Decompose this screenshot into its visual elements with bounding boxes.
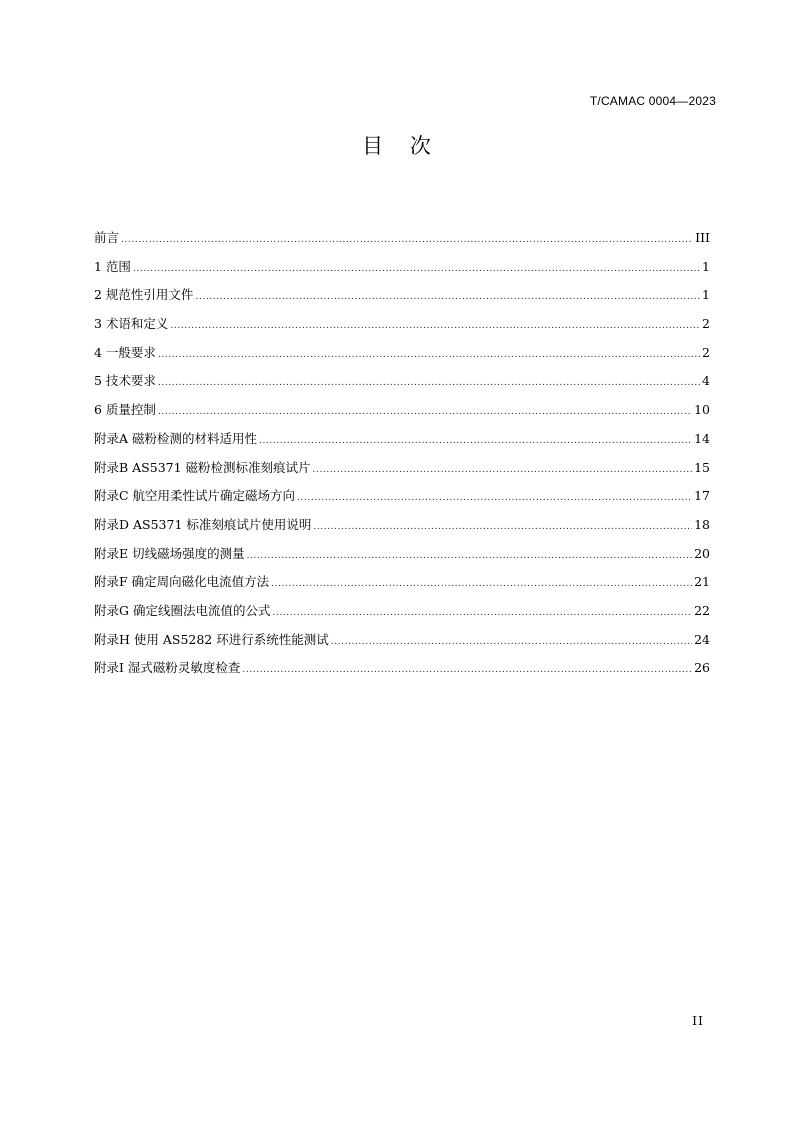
toc-entry-page: 17	[694, 488, 710, 504]
toc-leader-dots	[259, 427, 692, 456]
toc-leader-dots	[121, 226, 693, 255]
toc-leader-dots	[247, 542, 692, 571]
toc-entry[interactable]	[94, 281, 710, 310]
toc-entry-page: 10	[694, 402, 710, 418]
toc-entry-page: 14	[694, 430, 710, 446]
toc-entry-page: 4	[702, 373, 710, 389]
toc-entry-page: 18	[694, 516, 710, 532]
toc-entry-page: 1	[702, 287, 710, 303]
toc-entry-page: III	[695, 230, 710, 245]
toc-entry-label: 附录E 切线磁场强度的测量	[94, 545, 245, 561]
toc-entry-label: 1 范围	[94, 258, 131, 274]
page-number: II	[692, 1013, 704, 1028]
page-title: 目 次	[362, 134, 431, 158]
toc-entry[interactable]	[94, 310, 710, 339]
toc-entry-label: 6 质量控制	[94, 402, 156, 418]
toc-entry-page: 20	[694, 545, 710, 561]
toc-entry-label: 4 一般要求	[94, 344, 156, 360]
toc-entry[interactable]	[94, 425, 710, 454]
toc-entry[interactable]	[94, 511, 710, 540]
toc-entry[interactable]	[94, 224, 710, 253]
toc-entry-label: 附录C 航空用柔性试片确定磁场方向	[94, 488, 296, 504]
toc-leader-dots	[195, 283, 700, 312]
toc-entry-page: 26	[694, 660, 710, 676]
toc-leader-dots	[170, 312, 700, 341]
toc-leader-dots	[158, 369, 700, 398]
toc-leader-dots	[133, 255, 700, 284]
toc-entry[interactable]	[94, 253, 710, 282]
toc-entry-page: 2	[702, 344, 710, 360]
toc-entry[interactable]	[94, 568, 710, 597]
toc-entry-page: 22	[694, 602, 710, 618]
toc-entry[interactable]	[94, 540, 710, 569]
toc-entry-label: 附录H 使用 AS5282 环进行系统性能测试	[94, 631, 329, 647]
toc-entry-label: 附录I 湿式磁粉灵敏度检查	[94, 660, 241, 676]
toc-entry-page: 2	[702, 316, 710, 332]
toc-entry-label: 附录G 确定线圈法电流值的公式	[94, 602, 271, 618]
toc-entry[interactable]	[94, 597, 710, 626]
toc-entry[interactable]	[94, 367, 710, 396]
toc-leader-dots	[242, 656, 692, 685]
toc-leader-dots	[313, 456, 693, 485]
toc-entry[interactable]	[94, 482, 710, 511]
toc-entry-label: 附录A 磁粉检测的材料适用性	[94, 430, 258, 446]
table-of-contents	[94, 224, 710, 683]
toc-leader-dots	[158, 341, 700, 370]
toc-entry[interactable]	[94, 396, 710, 425]
toc-leader-dots	[331, 628, 692, 657]
toc-entry-page: 21	[694, 574, 710, 590]
toc-leader-dots	[271, 570, 692, 599]
toc-entry-label: 前言	[94, 230, 120, 245]
toc-leader-dots	[158, 398, 692, 427]
toc-entry-label: 5 技术要求	[94, 373, 156, 389]
toc-entry-label: 2 规范性引用文件	[94, 287, 194, 303]
toc-leader-dots	[297, 484, 692, 513]
toc-entry-label: 附录B AS5371 磁粉检测标准刻痕试片	[94, 459, 311, 475]
document-code: T/CAMAC 0004—2023	[589, 94, 716, 108]
toc-entry-label: 附录F 确定周向磁化电流值方法	[94, 574, 270, 590]
toc-entry[interactable]	[94, 626, 710, 655]
toc-leader-dots	[272, 599, 692, 628]
toc-entry-page: 24	[694, 631, 710, 647]
toc-leader-dots	[313, 513, 692, 542]
toc-entry[interactable]	[94, 654, 710, 683]
toc-entry-label: 3 术语和定义	[94, 316, 169, 332]
toc-entry-page: 1	[702, 258, 710, 274]
toc-entry-page: 15	[694, 459, 710, 475]
toc-entry[interactable]	[94, 339, 710, 368]
toc-entry[interactable]	[94, 454, 710, 483]
toc-entry-label: 附录D AS5371 标准刻痕试片使用说明	[94, 516, 312, 532]
